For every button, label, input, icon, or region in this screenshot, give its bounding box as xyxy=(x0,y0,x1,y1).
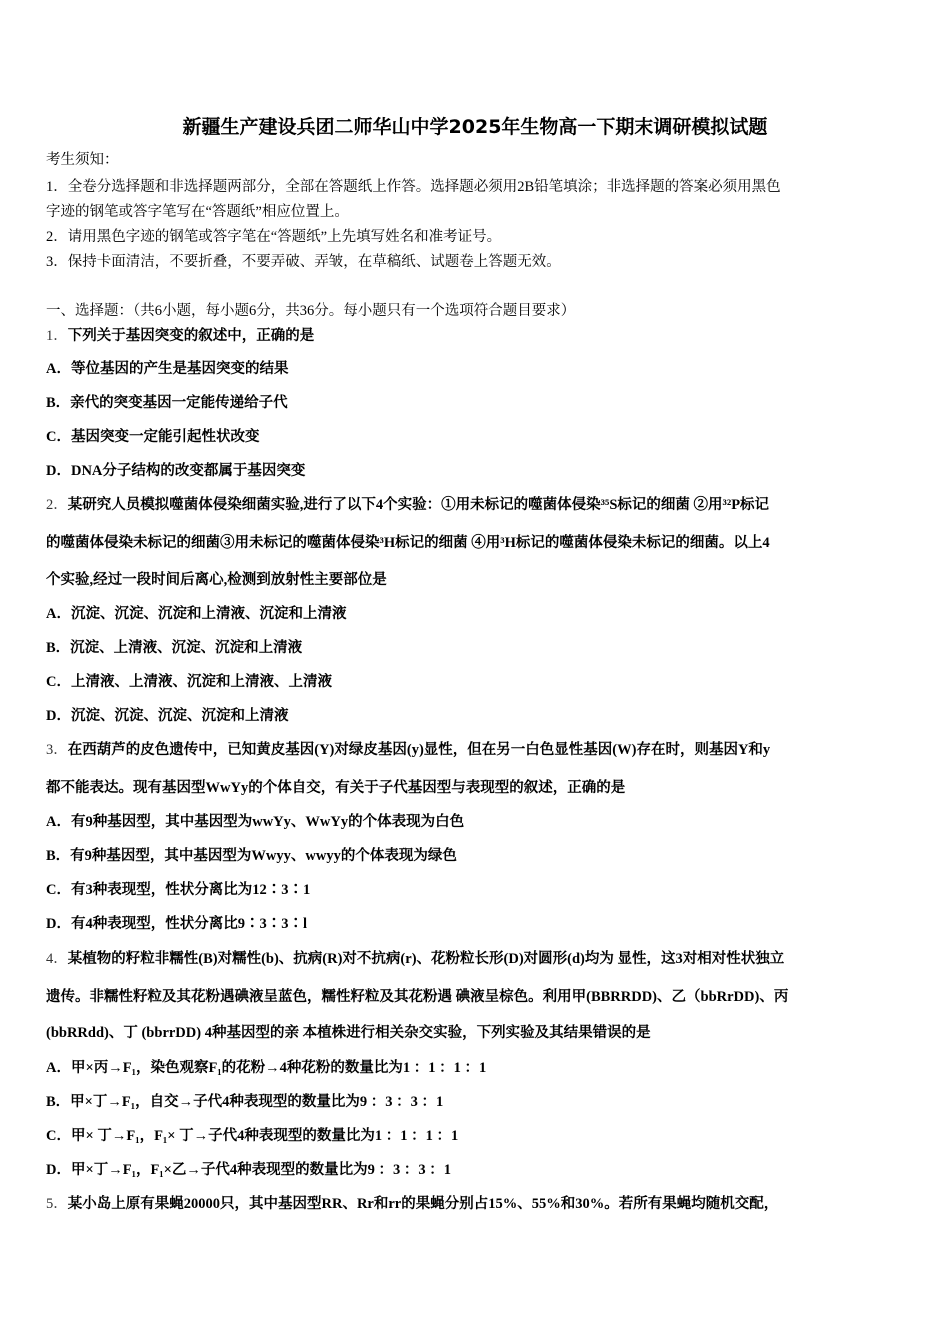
section-heading: 一、选择题：（共6小题，每小题6分，共36分。每小题只有一个选项符合题目要求） xyxy=(46,303,576,319)
question-1-option-d: D．DNA分子结构的改变都属于基因突变 xyxy=(46,463,306,479)
question-2-text-line: 个实验,经过一段时间后离心,检测到放射性主要部位是 xyxy=(46,572,387,588)
question-2-option-a: A．沉淀、沉淀、沉淀和上清液、沉淀和上清液 xyxy=(46,606,347,622)
question-3-text-line: 都不能表达。现有基因型WwYy的个体自交，有关于子代基因型与表现型的叙述，正确的是 xyxy=(46,780,626,796)
question-2-option-b: B．沉淀、上清液、沉淀、沉淀和上清液 xyxy=(46,640,303,656)
notice-item: 2．请用黑色字迹的钢笔或答字笔在“答题纸”上先填写姓名和准考证号。 xyxy=(46,229,502,245)
question-3-stem xyxy=(46,741,770,759)
question-2-option-c: C．上清液、上清液、沉淀和上清液、上清液 xyxy=(46,674,332,690)
question-1-option-a: A．等位基因的产生是基因突变的结果 xyxy=(46,361,289,377)
notice-item: 字迹的钢笔或答字笔写在“答题纸”相应位置上。 xyxy=(46,204,349,220)
question-number: 4． xyxy=(46,951,68,967)
question-number: 5． xyxy=(46,1196,68,1212)
question-1-stem xyxy=(46,327,314,345)
question-4-option-d: D．甲×丁→F₁，F₁×乙→子代4种表现型的数量比为9 ：3 ：3 ：1 xyxy=(46,1162,452,1178)
question-1-option-b: B．亲代的突变基因一定能传递给子代 xyxy=(46,395,288,411)
question-5-stem xyxy=(46,1195,778,1213)
question-number: 2． xyxy=(46,497,68,513)
question-text: 下列关于基因突变的叙述中，正确的是 xyxy=(67,328,315,344)
question-2-text-line: 的噬菌体侵染未标记的细菌③用未标记的噬菌体侵染³H标记的细菌 ④用³H标记的噬菌体侵染未标记的细菌。以上4 xyxy=(46,535,770,551)
question-text: 某植物的籽粒非糯性(B)对糯性(b)、抗病(R)对不抗病(r)、花粉粒长形(D)对圆形(d)均为 显性，这3对相对性状独立 xyxy=(67,951,785,967)
question-4-stem xyxy=(46,950,784,968)
question-text: 某小岛上原有果蝇20000只，其中基因型RR、Rr和rr的果蝇分别占15%、55%和30%。若所有果蝇均随机交配， xyxy=(67,1196,779,1212)
question-4-text-line: (bbRRdd)、丁 (bbrrDD) 4种基因型的亲 本植株进行相关杂交实验，下列实验及其结果错误的是 xyxy=(46,1025,651,1041)
question-2-option-d: D．沉淀、沉淀、沉淀、沉淀和上清液 xyxy=(46,708,289,724)
question-4-option-a: A．甲×丙→F₁，染色观察F₁的花粉→4种花粉的数量比为1 ：1 ：1 ：1 xyxy=(46,1060,487,1076)
question-4-option-b: B．甲×丁→F₁，自交→子代4种表现型的数量比为9 ：3 ：3 ：1 xyxy=(46,1094,444,1110)
question-number: 1． xyxy=(46,328,68,344)
notice-item: 1．全卷分选择题和非选择题两部分，全部在答题纸上作答。选择题必须用2B铅笔填涂；非选择题的答案必须用黑色 xyxy=(46,179,781,195)
question-3-option-d: D．有4种表现型，性状分离比9∶3∶3∶l xyxy=(46,916,307,932)
question-4-text-line: 遗传。非糯性籽粒及其花粉遇碘液呈蓝色，糯性籽粒及其花粉遇 碘液呈棕色。利用甲(BBRRDD)、乙（bbRrDD)、丙 xyxy=(46,989,789,1005)
notice-heading: 考生须知： xyxy=(46,152,119,168)
question-1-option-c: C．基因突变一定能引起性状改变 xyxy=(46,429,260,445)
question-3-option-a: A．有9种基因型，其中基因型为wwYy、WwYy的个体表现为白色 xyxy=(46,814,465,830)
notice-item: 3．保持卡面清洁，不要折叠，不要弄破、弄皱，在草稿纸、试题卷上答题无效。 xyxy=(46,254,561,270)
question-number: 3． xyxy=(46,742,68,758)
question-text: 在西葫芦的皮色遗传中，已知黄皮基因(Y)对绿皮基因(y)显性，但在另一白色显性基因(W)存在时，则基因Y和y xyxy=(67,742,771,758)
question-4-option-c: C．甲× 丁→F₁，F₁× 丁→子代4种表现型的数量比为1 ：1 ：1 ：1 xyxy=(46,1128,459,1144)
question-3-option-b: B．有9种基因型，其中基因型为Wwyy、wwyy的个体表现为绿色 xyxy=(46,848,457,864)
page-title: 新疆生产建设兵团二师华山中学2025年生物高一下期末调研模拟试题 xyxy=(182,116,768,138)
question-2-stem xyxy=(46,496,769,514)
question-3-option-c: C．有3种表现型，性状分离比为12∶3∶1 xyxy=(46,882,311,898)
question-text: 某研究人员模拟噬菌体侵染细菌实验,进行了以下4个实验：①用未标记的噬菌体侵染³⁵S标记的细菌 ②用³²P标记 xyxy=(67,497,770,513)
